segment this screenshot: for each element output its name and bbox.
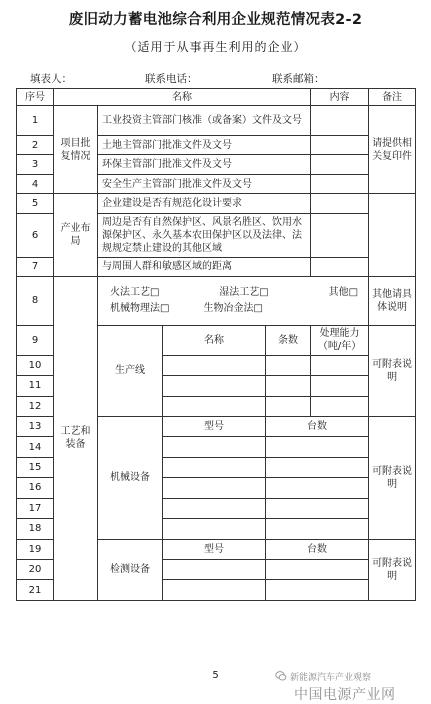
cell-model[interactable]	[163, 437, 266, 457]
row-content-cell[interactable]	[311, 257, 369, 276]
row-content-cell[interactable]	[311, 174, 369, 193]
production-line-label: 生产线	[98, 326, 163, 417]
row-text: 周边是否有自然保护区、风景名胜区、饮用水源保护区、永久基本农田保护区以及法律、法规规定禁止建设的其他区域	[98, 213, 311, 257]
col-units: 台数	[266, 539, 369, 559]
cell-count[interactable]	[266, 355, 311, 375]
email-label: 联系邮箱：	[272, 73, 325, 85]
cell-capacity[interactable]	[311, 396, 369, 416]
col-model: 型号	[163, 416, 266, 436]
option-mechanical-physical[interactable]: 机械物理法□	[110, 303, 170, 315]
row-number: 10	[17, 355, 54, 375]
remark-layout-empty	[369, 194, 416, 277]
table-row	[17, 194, 416, 213]
cell-name[interactable]	[163, 355, 266, 375]
row-number: 3	[17, 155, 54, 174]
row-content-cell[interactable]	[311, 106, 369, 136]
row-number: 9	[17, 326, 54, 356]
row-number: 19	[17, 539, 54, 559]
col-model: 型号	[163, 539, 266, 559]
group-process-equipment: 工艺和装备	[54, 276, 98, 600]
option-bio-metallurgy[interactable]: 生物冶金法□	[203, 303, 263, 315]
filled-by-label: 填表人：	[30, 73, 72, 85]
option-fire-process[interactable]: 火法工艺□	[110, 287, 160, 299]
row-text: 土地主管部门批准文件及文号	[98, 135, 311, 154]
testing-equipment-label: 检测设备	[98, 539, 163, 600]
cell-model[interactable]	[163, 478, 266, 498]
group-industry-layout: 产业布局	[54, 194, 98, 277]
row-text: 安全生产主管部门批准文件及文号	[98, 174, 311, 193]
row-text: 企业建设是否有规范化设计要求	[98, 194, 311, 213]
cell-model[interactable]	[163, 560, 266, 580]
option-other[interactable]: 其他□	[328, 287, 359, 299]
row-number: 11	[17, 376, 54, 396]
cell-count[interactable]	[266, 376, 311, 396]
row-text: 工业投资主管部门核准（或备案）文件及文号	[98, 106, 311, 136]
row-content-cell[interactable]	[311, 155, 369, 174]
cell-units[interactable]	[266, 478, 369, 498]
cell-model[interactable]	[163, 519, 266, 539]
row-number: 18	[17, 519, 54, 539]
remark-other: 其他请具体说明	[369, 276, 416, 325]
cell-model[interactable]	[163, 457, 266, 477]
header-row	[17, 89, 416, 106]
row-number: 1	[17, 106, 54, 136]
cell-units[interactable]	[266, 519, 369, 539]
col-capacity: 处理能力（吨/年）	[311, 326, 369, 356]
cell-model[interactable]	[163, 498, 266, 518]
col-name: 名称	[163, 326, 266, 356]
remark-testing: 可附表说明	[369, 539, 416, 600]
cell-capacity[interactable]	[311, 376, 369, 396]
cell-count[interactable]	[266, 396, 311, 416]
row-number: 15	[17, 457, 54, 477]
col-count: 条数	[266, 326, 311, 356]
cell-name[interactable]	[163, 376, 266, 396]
row-text: 与周围人群和敏感区域的距离	[98, 257, 311, 276]
cell-units[interactable]	[266, 457, 369, 477]
form-subtitle: （适用于从事再生利用的企业）	[124, 40, 307, 54]
header-remark: 备注	[369, 89, 416, 106]
header-name: 名称	[54, 89, 311, 106]
header-content: 内容	[311, 89, 369, 106]
group-approval: 项目批复情况	[54, 106, 98, 194]
row-number: 5	[17, 194, 54, 213]
table-row	[17, 276, 416, 325]
table-row	[17, 106, 416, 136]
row-content-cell[interactable]	[311, 194, 369, 213]
cell-model[interactable]	[163, 580, 266, 601]
row-number: 16	[17, 478, 54, 498]
row-number: 17	[17, 498, 54, 518]
col-units: 台数	[266, 416, 369, 436]
row-number: 13	[17, 416, 54, 436]
row-number: 14	[17, 437, 54, 457]
remark-production-line: 可附表说明	[369, 326, 416, 417]
row-number: 20	[17, 560, 54, 580]
row-number: 12	[17, 396, 54, 416]
cell-units[interactable]	[266, 498, 369, 518]
remark-mechanical: 可附表说明	[369, 416, 416, 539]
row-number: 4	[17, 174, 54, 193]
process-options	[98, 276, 369, 325]
row-number: 6	[17, 213, 54, 257]
wechat-icon	[275, 670, 287, 682]
option-wet-process[interactable]: 湿法工艺□	[219, 287, 269, 299]
cell-units[interactable]	[266, 437, 369, 457]
cell-units[interactable]	[266, 580, 369, 601]
row-text: 环保主管部门批准文件及文号	[98, 155, 311, 174]
spec-table	[16, 88, 416, 601]
page-number: 5	[212, 670, 219, 681]
row-number: 7	[17, 257, 54, 276]
cell-name[interactable]	[163, 396, 266, 416]
watermark-source: 新能源汽车产业观察	[290, 673, 372, 683]
mechanical-equipment-label: 机械设备	[98, 416, 163, 539]
row-number: 8	[17, 276, 54, 325]
form-title: 废旧动力蓄电池综合利用企业规范情况表2-2	[68, 12, 363, 28]
phone-label: 联系电话：	[145, 73, 198, 85]
row-number: 2	[17, 135, 54, 154]
row-content-cell[interactable]	[311, 213, 369, 257]
row-content-cell[interactable]	[311, 135, 369, 154]
watermark-site: 中国电源产业网	[294, 687, 396, 703]
header-seq: 序号	[17, 89, 54, 106]
cell-units[interactable]	[266, 560, 369, 580]
row-number: 21	[17, 580, 54, 601]
remark-approval: 请提供相关复印件	[369, 106, 416, 194]
cell-capacity[interactable]	[311, 355, 369, 375]
